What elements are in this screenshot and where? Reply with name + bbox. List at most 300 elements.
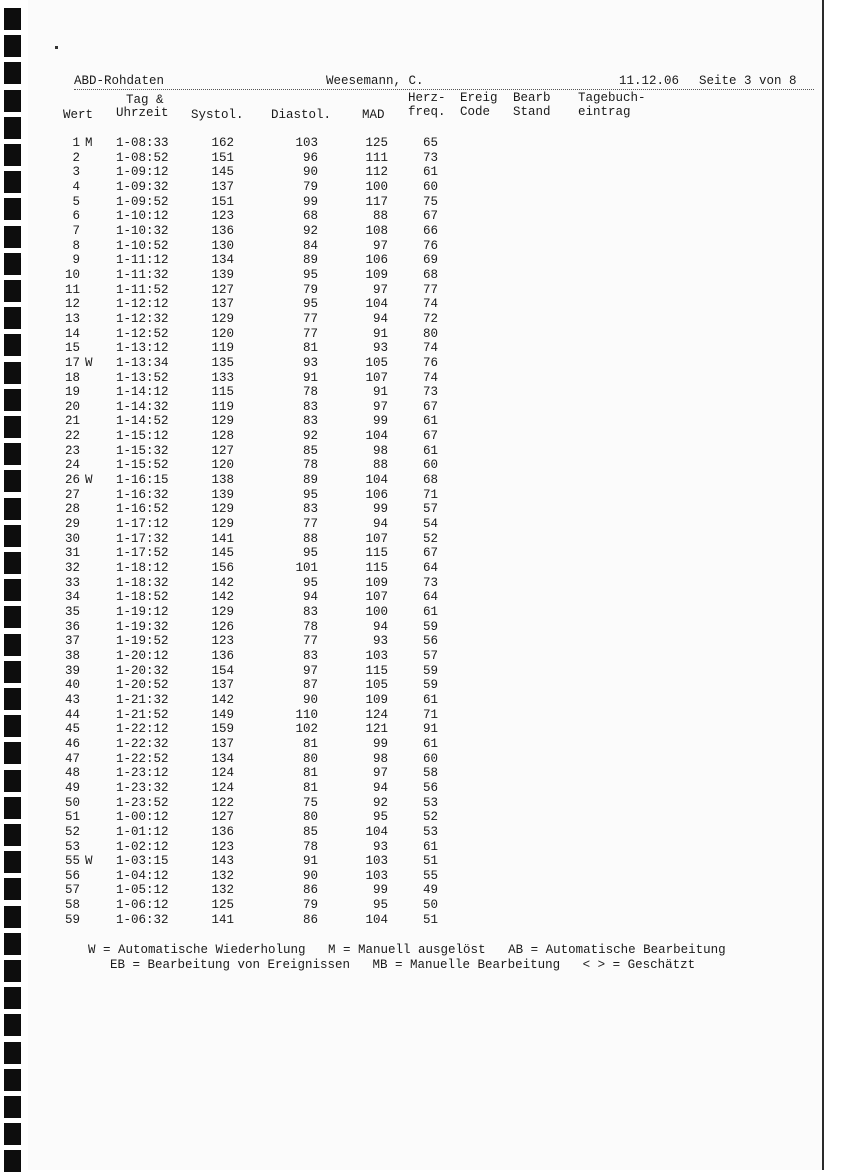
row-systolic: 136 [211, 223, 234, 238]
row-mad: 93 [372, 634, 388, 649]
row-systolic: 134 [211, 751, 234, 766]
row-diastolic: 99 [302, 194, 318, 209]
row-time: 1-20:52 [116, 678, 169, 693]
row-number: 18 [64, 370, 80, 385]
row-heart-rate: 75 [422, 194, 438, 209]
row-diastolic: 95 [302, 267, 318, 282]
row-heart-rate: 67 [422, 429, 438, 444]
table-row [0, 546, 848, 561]
row-systolic: 142 [211, 575, 234, 590]
row-systolic: 135 [211, 355, 234, 370]
row-diastolic: 79 [302, 898, 318, 913]
row-systolic: 137 [211, 297, 234, 312]
row-diastolic: 78 [302, 619, 318, 634]
row-systolic: 133 [211, 370, 234, 385]
row-number: 24 [64, 458, 80, 473]
row-time: 1-20:32 [116, 663, 169, 678]
row-diastolic: 75 [302, 795, 318, 810]
measurement-table [0, 136, 848, 927]
row-systolic: 149 [211, 707, 234, 722]
row-diastolic: 68 [302, 209, 318, 224]
row-time: 1-23:12 [116, 766, 169, 781]
table-row [0, 458, 848, 473]
row-diastolic: 78 [302, 458, 318, 473]
row-number: 39 [64, 663, 80, 678]
table-row [0, 195, 848, 210]
row-mad: 104 [365, 912, 388, 927]
row-heart-rate: 53 [422, 824, 438, 839]
binding-hole [4, 1069, 21, 1091]
table-row [0, 810, 848, 825]
table-row [0, 620, 848, 635]
row-number: 15 [64, 341, 80, 356]
row-number: 29 [64, 517, 80, 532]
row-diastolic: 81 [302, 780, 318, 795]
row-heart-rate: 76 [422, 355, 438, 370]
row-diastolic: 92 [302, 223, 318, 238]
table-row [0, 634, 848, 649]
row-diastolic: 90 [302, 692, 318, 707]
row-heart-rate: 67 [422, 209, 438, 224]
row-diastolic: 89 [302, 253, 318, 268]
row-time: 1-14:12 [116, 385, 169, 400]
row-time: 1-21:52 [116, 707, 169, 722]
row-systolic: 136 [211, 824, 234, 839]
row-number: 9 [72, 253, 80, 268]
row-heart-rate: 61 [422, 692, 438, 707]
row-number: 33 [64, 575, 80, 590]
row-flag: W [85, 473, 93, 488]
row-systolic: 142 [211, 590, 234, 605]
row-heart-rate: 49 [422, 883, 438, 898]
row-systolic: 141 [211, 531, 234, 546]
table-row [0, 385, 848, 400]
row-time: 1-13:34 [116, 355, 169, 370]
row-diastolic: 102 [295, 722, 318, 737]
row-number: 59 [64, 912, 80, 927]
table-row [0, 678, 848, 693]
row-number: 43 [64, 692, 80, 707]
row-flag: W [85, 355, 93, 370]
row-time: 1-22:52 [116, 751, 169, 766]
row-mad: 112 [365, 165, 388, 180]
table-row [0, 590, 848, 605]
row-time: 1-18:52 [116, 590, 169, 605]
col-wert: Wert [63, 108, 94, 122]
row-time: 1-11:52 [116, 282, 169, 297]
row-mad: 115 [365, 561, 388, 576]
row-time: 1-17:12 [116, 517, 169, 532]
binding-hole [4, 1042, 21, 1064]
row-time: 1-16:32 [116, 487, 169, 502]
row-time: 1-18:12 [116, 561, 169, 576]
row-mad: 97 [372, 399, 388, 414]
table-row [0, 239, 848, 254]
binding-hole [4, 933, 21, 955]
row-mad: 104 [365, 429, 388, 444]
row-diastolic: 92 [302, 429, 318, 444]
table-row [0, 151, 848, 166]
row-time: 1-23:32 [116, 780, 169, 795]
row-systolic: 127 [211, 282, 234, 297]
row-diastolic: 88 [302, 531, 318, 546]
row-time: 1-06:12 [116, 898, 169, 913]
row-time: 1-09:12 [116, 165, 169, 180]
table-row [0, 605, 848, 620]
row-mad: 100 [365, 179, 388, 194]
row-diastolic: 83 [302, 648, 318, 663]
table-row [0, 840, 848, 855]
row-time: 1-14:52 [116, 414, 169, 429]
table-row [0, 180, 848, 195]
row-number: 7 [72, 223, 80, 238]
row-diastolic: 77 [302, 311, 318, 326]
row-time: 1-16:15 [116, 473, 169, 488]
row-time: 1-17:52 [116, 546, 169, 561]
row-heart-rate: 64 [422, 561, 438, 576]
row-diastolic: 81 [302, 341, 318, 356]
row-systolic: 132 [211, 883, 234, 898]
row-heart-rate: 50 [422, 898, 438, 913]
table-row [0, 752, 848, 767]
binding-hole [4, 987, 21, 1009]
row-systolic: 154 [211, 663, 234, 678]
table-row [0, 693, 848, 708]
row-mad: 115 [365, 546, 388, 561]
row-systolic: 124 [211, 766, 234, 781]
row-diastolic: 85 [302, 443, 318, 458]
row-mad: 104 [365, 473, 388, 488]
row-diastolic: 77 [302, 326, 318, 341]
row-mad: 109 [365, 267, 388, 282]
row-number: 49 [64, 780, 80, 795]
row-diastolic: 96 [302, 150, 318, 165]
row-systolic: 139 [211, 487, 234, 502]
row-number: 48 [64, 766, 80, 781]
row-systolic: 127 [211, 810, 234, 825]
row-mad: 109 [365, 692, 388, 707]
table-row [0, 664, 848, 679]
table-row [0, 825, 848, 840]
row-number: 21 [64, 414, 80, 429]
row-systolic: 143 [211, 854, 234, 869]
row-number: 10 [64, 267, 80, 282]
row-time: 1-08:52 [116, 150, 169, 165]
col-ereig-1: Ereig [460, 91, 498, 105]
row-systolic: 137 [211, 678, 234, 693]
row-heart-rate: 80 [422, 326, 438, 341]
page-number: Seite 3 von 8 [699, 74, 797, 88]
row-systolic: 128 [211, 429, 234, 444]
row-mad: 91 [372, 385, 388, 400]
row-mad: 103 [365, 648, 388, 663]
row-number: 34 [64, 590, 80, 605]
row-number: 30 [64, 531, 80, 546]
row-mad: 88 [372, 458, 388, 473]
row-flag: W [85, 854, 93, 869]
col-tagebuch-1: Tagebuch- [578, 91, 646, 105]
row-mad: 103 [365, 868, 388, 883]
row-heart-rate: 68 [422, 473, 438, 488]
row-number: 55 [64, 854, 80, 869]
row-systolic: 124 [211, 780, 234, 795]
row-time: 1-18:32 [116, 575, 169, 590]
row-number: 5 [72, 194, 80, 209]
row-heart-rate: 61 [422, 165, 438, 180]
row-systolic: 120 [211, 458, 234, 473]
row-heart-rate: 74 [422, 341, 438, 356]
col-ereig-2: Code [460, 105, 491, 119]
patient-name: Weesemann, C. [326, 74, 424, 88]
row-mad: 94 [372, 780, 388, 795]
row-time: 1-15:52 [116, 458, 169, 473]
col-herz-2: freq. [408, 105, 446, 119]
row-heart-rate: 52 [422, 810, 438, 825]
row-systolic: 138 [211, 473, 234, 488]
table-row [0, 854, 848, 869]
row-number: 11 [64, 282, 80, 297]
row-diastolic: 81 [302, 766, 318, 781]
row-flag: M [85, 136, 93, 150]
table-row [0, 253, 848, 268]
row-diastolic: 85 [302, 824, 318, 839]
row-diastolic: 90 [302, 165, 318, 180]
table-row [0, 356, 848, 371]
row-systolic: 129 [211, 311, 234, 326]
row-mad: 107 [365, 370, 388, 385]
row-heart-rate: 73 [422, 150, 438, 165]
row-heart-rate: 73 [422, 575, 438, 590]
row-diastolic: 90 [302, 868, 318, 883]
row-number: 53 [64, 839, 80, 854]
row-mad: 94 [372, 517, 388, 532]
legend-line-1: W = Automatische Wiederholung M = Manuell ausgelöst AB = Automatische Bearbeitung [88, 943, 726, 957]
row-heart-rate: 66 [422, 223, 438, 238]
row-number: 22 [64, 429, 80, 444]
row-heart-rate: 52 [422, 531, 438, 546]
row-time: 1-04:12 [116, 868, 169, 883]
row-systolic: 134 [211, 253, 234, 268]
row-time: 1-22:12 [116, 722, 169, 737]
row-mad: 100 [365, 605, 388, 619]
row-diastolic: 81 [302, 736, 318, 751]
binding-hole [4, 90, 21, 112]
table-row [0, 898, 848, 913]
binding-hole [4, 1150, 21, 1172]
row-number: 17 [64, 355, 80, 370]
row-diastolic: 83 [302, 414, 318, 429]
row-number: 3 [72, 165, 80, 180]
binding-hole [4, 62, 21, 84]
table-row [0, 297, 848, 312]
row-heart-rate: 53 [422, 795, 438, 810]
col-mad: MAD [362, 108, 385, 122]
row-time: 1-17:32 [116, 531, 169, 546]
row-mad: 99 [372, 414, 388, 429]
binding-hole [4, 960, 21, 982]
row-number: 23 [64, 443, 80, 458]
row-mad: 98 [372, 751, 388, 766]
row-number: 57 [64, 883, 80, 898]
row-number: 13 [64, 311, 80, 326]
col-bearb-1: Bearb [513, 91, 551, 105]
table-row [0, 136, 848, 151]
row-diastolic: 86 [302, 883, 318, 898]
row-number: 47 [64, 751, 80, 766]
row-heart-rate: 72 [422, 311, 438, 326]
row-diastolic: 78 [302, 385, 318, 400]
row-diastolic: 103 [295, 136, 318, 150]
row-heart-rate: 65 [422, 136, 438, 150]
row-mad: 108 [365, 223, 388, 238]
row-number: 38 [64, 648, 80, 663]
row-mad: 99 [372, 883, 388, 898]
row-time: 1-22:32 [116, 736, 169, 751]
row-time: 1-12:32 [116, 311, 169, 326]
row-number: 19 [64, 385, 80, 400]
col-bearb-2: Stand [513, 105, 551, 119]
row-diastolic: 95 [302, 546, 318, 561]
row-diastolic: 79 [302, 282, 318, 297]
row-time: 1-08:33 [116, 136, 169, 150]
row-mad: 94 [372, 619, 388, 634]
row-systolic: 119 [211, 341, 234, 356]
row-systolic: 123 [211, 634, 234, 649]
table-row [0, 517, 848, 532]
report-title: ABD-Rohdaten [74, 74, 165, 88]
row-diastolic: 95 [302, 575, 318, 590]
table-row [0, 722, 848, 737]
row-systolic: 151 [211, 150, 234, 165]
row-number: 56 [64, 868, 80, 883]
row-heart-rate: 61 [422, 736, 438, 751]
table-row [0, 327, 848, 342]
row-time: 1-19:12 [116, 605, 169, 619]
row-diastolic: 93 [302, 355, 318, 370]
row-time: 1-11:12 [116, 253, 169, 268]
table-row [0, 371, 848, 386]
row-time: 1-15:32 [116, 443, 169, 458]
row-heart-rate: 54 [422, 517, 438, 532]
row-heart-rate: 73 [422, 385, 438, 400]
row-systolic: 145 [211, 165, 234, 180]
binding-hole [4, 35, 21, 57]
row-systolic: 142 [211, 692, 234, 707]
row-systolic: 123 [211, 839, 234, 854]
row-number: 4 [72, 179, 80, 194]
row-mad: 97 [372, 766, 388, 781]
row-number: 44 [64, 707, 80, 722]
row-heart-rate: 60 [422, 179, 438, 194]
table-row [0, 224, 848, 239]
row-time: 1-15:12 [116, 429, 169, 444]
row-heart-rate: 57 [422, 502, 438, 517]
row-diastolic: 79 [302, 179, 318, 194]
row-heart-rate: 67 [422, 546, 438, 561]
row-mad: 94 [372, 311, 388, 326]
table-row [0, 268, 848, 283]
table-row [0, 502, 848, 517]
table-row [0, 883, 848, 898]
row-heart-rate: 51 [422, 912, 438, 927]
table-row [0, 737, 848, 752]
table-row [0, 473, 848, 488]
row-systolic: 137 [211, 736, 234, 751]
table-row [0, 766, 848, 781]
row-time: 1-06:32 [116, 912, 169, 927]
row-number: 50 [64, 795, 80, 810]
row-heart-rate: 77 [422, 282, 438, 297]
row-time: 1-02:12 [116, 839, 169, 854]
row-time: 1-21:32 [116, 692, 169, 707]
table-row [0, 532, 848, 547]
row-number: 51 [64, 810, 80, 825]
row-mad: 104 [365, 297, 388, 312]
row-time: 1-10:12 [116, 209, 169, 224]
table-row [0, 913, 848, 928]
row-systolic: 115 [211, 385, 234, 400]
row-heart-rate: 56 [422, 634, 438, 649]
row-number: 31 [64, 546, 80, 561]
row-mad: 115 [365, 663, 388, 678]
row-mad: 98 [372, 443, 388, 458]
row-number: 37 [64, 634, 80, 649]
row-mad: 99 [372, 502, 388, 517]
row-systolic: 136 [211, 648, 234, 663]
col-systol: Systol. [191, 108, 244, 122]
table-row [0, 576, 848, 591]
table-row [0, 400, 848, 415]
row-mad: 107 [365, 590, 388, 605]
row-number: 12 [64, 297, 80, 312]
row-time: 1-13:52 [116, 370, 169, 385]
row-systolic: 139 [211, 267, 234, 282]
row-systolic: 129 [211, 414, 234, 429]
row-diastolic: 94 [302, 590, 318, 605]
col-tag-1: Tag & [126, 93, 164, 107]
row-heart-rate: 71 [422, 487, 438, 502]
row-heart-rate: 61 [422, 414, 438, 429]
table-row [0, 649, 848, 664]
row-number: 52 [64, 824, 80, 839]
row-heart-rate: 57 [422, 648, 438, 663]
row-time: 1-05:12 [116, 883, 169, 898]
row-systolic: 141 [211, 912, 234, 927]
row-time: 1-14:32 [116, 399, 169, 414]
row-mad: 97 [372, 238, 388, 253]
row-number: 1 [72, 136, 80, 150]
col-diastol: Diastol. [271, 108, 332, 122]
row-mad: 99 [372, 736, 388, 751]
row-heart-rate: 69 [422, 253, 438, 268]
row-heart-rate: 60 [422, 458, 438, 473]
row-mad: 125 [365, 136, 388, 150]
row-heart-rate: 74 [422, 370, 438, 385]
row-systolic: 151 [211, 194, 234, 209]
binding-hole [4, 8, 21, 30]
row-heart-rate: 59 [422, 619, 438, 634]
row-number: 8 [72, 238, 80, 253]
row-diastolic: 80 [302, 751, 318, 766]
row-mad: 97 [372, 282, 388, 297]
row-mad: 109 [365, 575, 388, 590]
row-time: 1-01:12 [116, 824, 169, 839]
row-mad: 117 [365, 194, 388, 209]
row-time: 1-09:32 [116, 179, 169, 194]
table-row [0, 341, 848, 356]
row-mad: 88 [372, 209, 388, 224]
row-number: 45 [64, 722, 80, 737]
